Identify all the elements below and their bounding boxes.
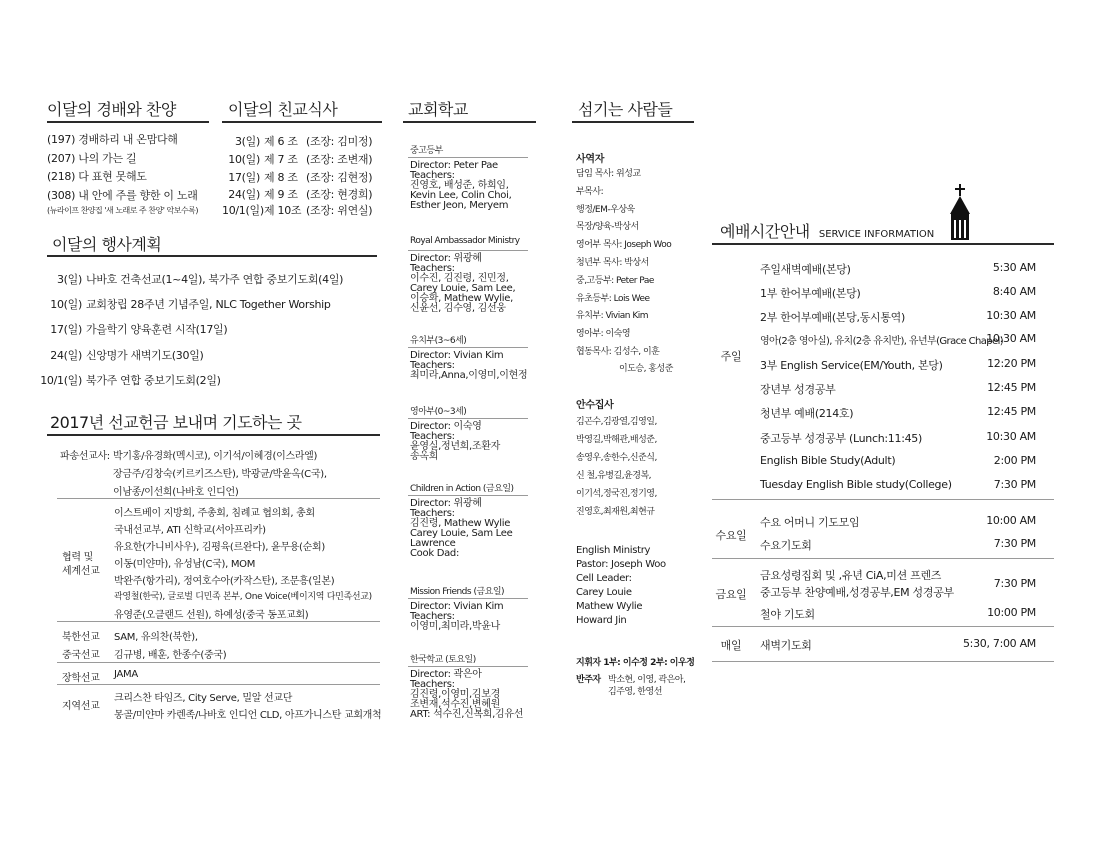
service-header [720, 219, 934, 242]
service-time: 10:00 AM [986, 514, 1036, 527]
english-line: Howard Jin [576, 615, 627, 626]
fellowship-leader: (조장: 김미정) [306, 135, 373, 148]
english-line: Cell Leader: [576, 573, 632, 584]
worship-title-rule [47, 121, 209, 123]
fellowship-group: 제 8 조 [264, 171, 298, 184]
school-section-line: Esther Jeon, Meryem [410, 200, 509, 211]
service-time: 5:30 AM [992, 261, 1036, 274]
worship-item: (308) 내 안에 주를 향한 이 노래 [47, 189, 198, 202]
fellowship-title-rule [222, 121, 382, 123]
school-section-line: Carey Louie, Sam Lee, [410, 283, 516, 294]
servants-accomp-line: 박소현, 이영, 곽은아, [608, 675, 686, 685]
divider [408, 418, 528, 419]
fellowship-group: 제 6 조 [264, 135, 298, 148]
divider [712, 661, 1054, 662]
fellowship-leader: (조장: 조변재) [306, 153, 373, 166]
servants-deacons-label: 안수집사 [576, 400, 614, 411]
missions-coop-line: 곽영철(한국), 글로벌 디민족 본부, One Voice(베이지역 다민족선교) [114, 592, 372, 602]
divider [57, 498, 380, 499]
worship-item: (197) 경배하리 내 온맘다해 [47, 133, 178, 146]
school-section-line: 김진령,이영미,김보경 [410, 689, 500, 700]
school-section-name: Mission Friends (금요일) [410, 587, 505, 597]
event-text: 가을학기 양육훈련 시작(17일) [86, 323, 228, 336]
school-section-line: Director: Vivian Kim [410, 350, 504, 361]
service-title-rule [712, 243, 1054, 245]
worship-item: (207) 나의 가는 길 [47, 152, 137, 165]
service-day: 매일 [720, 639, 742, 652]
fellowship-group: 제 10조 [264, 204, 302, 217]
missions-local-line: 몽골/미얀마 카렌족/나바호 인디언 CLD, 아프가니스탄 교회개척 [114, 710, 382, 721]
fellowship-leader: (조장: 김현정) [306, 171, 373, 184]
service-name: 수요기도회 [760, 539, 812, 552]
missions-nk-text: SAM, 유의찬(북한), [114, 632, 198, 643]
divider [408, 598, 528, 599]
english-line: Mathew Wylie [576, 601, 643, 612]
deacon-line: 진영호,최재원,최현규 [576, 507, 655, 517]
school-section-line: 송옥희 [410, 451, 439, 462]
servants-conductor: 지휘자 1부: 이수정 2부: 이우정 [576, 658, 695, 668]
pastor-line: 유치부: Vivian Kim [576, 311, 649, 321]
missions-cn-label: 중국선교 [62, 650, 100, 661]
pastor-line: 청년부 목사: 박상서 [576, 258, 649, 268]
pastor-line: 행정/EM-우상욱 [576, 205, 635, 215]
service-name: 장년부 성경공부 [760, 383, 836, 396]
service-time: 10:30 AM [986, 309, 1036, 322]
service-time: 5:30, 7:00 AM [962, 637, 1036, 650]
missions-coop-line: 유영준(오클랜드 선원), 하예성(중국 동포교회) [114, 610, 309, 621]
school-section-line: Director: Vivian Kim [410, 601, 504, 612]
service-name: 1부 한어부예배(본당) [760, 287, 861, 300]
worship-item: (218) 다 표현 못해도 [47, 170, 147, 183]
school-section-line: Director: 이숙영 [410, 421, 482, 432]
servants-pastors-label: 사역자 [576, 154, 605, 165]
fellowship-title: 이달의 친교식사 [228, 100, 338, 119]
missions-sent-line: 이남종/이선희(나바호 인디언) [113, 487, 239, 498]
missions-sch-label: 장학선교 [62, 673, 100, 684]
service-name: 3부 English Service(EM/Youth, 본당) [760, 359, 943, 372]
school-section-line: Cook Dad: [410, 548, 460, 559]
missions-title: 2017년 선교헌금 보내며 기도하는 곳 [50, 413, 302, 432]
service-name: 중고등부 찬양예배,성경공부,EM 성경공부 [760, 586, 954, 599]
events-title: 이달의 행사계획 [52, 235, 162, 254]
service-name: 새벽기도회 [760, 639, 812, 652]
missions-local-label: 지역선교 [62, 701, 100, 712]
worship-note: (뉴라이프 찬양집 '새 노래로 주 찬양' 악보수록) [47, 206, 199, 215]
school-section-line: ART: 석수진,신복희,김유선 [410, 709, 524, 720]
worship-title: 이달의 경배와 찬양 [47, 100, 176, 119]
pastor-line: 영아부: 이숙영 [576, 329, 631, 339]
service-day: 주일 [720, 350, 742, 363]
school-section-name: 한국학교 (토요일) [410, 655, 476, 665]
divider [408, 347, 528, 348]
servants-english-label: English Ministry [576, 545, 651, 556]
servants-accomp-label: 반주자 [576, 675, 601, 685]
service-time: 10:30 AM [986, 332, 1036, 345]
school-section-line: Carey Louie, Sam Lee [410, 528, 513, 539]
service-time: 12:20 PM [987, 357, 1036, 370]
school-section-line: Kevin Lee, Colin Choi, [410, 190, 512, 201]
servants-title: 섬기는 사람들 [578, 100, 673, 119]
service-time: 7:30 PM [993, 577, 1036, 590]
missions-sch-text: JAMA [114, 669, 138, 680]
missions-title-rule [47, 434, 380, 436]
school-section-line: Teachers: [410, 360, 455, 371]
missions-nk-label: 북한선교 [62, 632, 100, 643]
service-day: 수요일 [715, 529, 747, 542]
service-name: 2부 한어부예배(본당,동시통역) [760, 311, 905, 324]
school-section-line: 김진령, Mathew Wylie [410, 518, 511, 529]
service-time: 8:40 AM [992, 285, 1036, 298]
service-subtitle: SERVICE INFORMATION [818, 229, 935, 240]
school-section-line: Teachers: [410, 431, 455, 442]
events-title-rule [47, 255, 377, 257]
school-section-line: Teachers: [410, 679, 455, 690]
church-icon [942, 184, 978, 242]
missions-coop-label: 협력 및 [62, 552, 93, 563]
fellowship-leader: (조장: 현경희) [306, 188, 373, 201]
fellowship-group: 제 9 조 [264, 188, 298, 201]
missions-coop-line: 이동(미얀마), 유성남(C국), MOM [114, 559, 256, 570]
fellowship-date: 3(일) [234, 135, 260, 148]
divider [408, 666, 528, 667]
servants-accomp-line: 김주영, 한영선 [608, 687, 662, 697]
fellowship-date: 24(일) [228, 188, 260, 201]
fellowship-date: 17(일) [228, 171, 260, 184]
service-name: English Bible Study(Adult) [760, 454, 896, 467]
service-name: 수요 어머니 기도모임 [760, 516, 860, 529]
school-section-name: Royal Ambassador Ministry [410, 236, 520, 246]
fellowship-leader: (조장: 위연실) [306, 204, 373, 217]
school-section-line: 이영미,최미라,박윤나 [410, 621, 500, 632]
school-section-line: 신윤선, 김수영, 김선웅 [410, 303, 506, 314]
pastor-line: 부목사: [576, 187, 604, 197]
service-time: 10:30 AM [986, 430, 1036, 443]
service-time: 2:00 PM [993, 454, 1036, 467]
school-section-line: 윤영실,정년희,조환자 [410, 441, 500, 452]
school-section-line: Teachers: [410, 263, 455, 274]
service-time: 12:45 PM [987, 405, 1036, 418]
pastor-line: 이도승, 홍성준 [619, 364, 673, 374]
fellowship-date: 10(일) [228, 153, 260, 166]
pastor-line: 영어부 목사: Joseph Woo [576, 240, 672, 250]
service-name: 청년부 예배(214호) [760, 407, 854, 420]
service-time: 10:00 PM [987, 606, 1036, 619]
missions-sent-line: 박기홍/유경화(멕시코), 이기석/이혜경(이스라엘) [113, 451, 318, 462]
divider [408, 157, 528, 158]
missions-cn-text: 김규병, 배훈, 한종수(중국) [114, 650, 227, 661]
event-text: 교회창립 28주년 기념주일, NLC Together Worship [86, 298, 331, 311]
deacon-line: 신 철,유병길,윤경복, [576, 471, 651, 481]
pastor-line: 목장/양육-박상서 [576, 222, 639, 232]
school-section-line: Director: Peter Pae [410, 160, 498, 171]
school-title: 교회학교 [408, 100, 468, 119]
service-time: 7:30 PM [993, 537, 1036, 550]
divider [57, 684, 380, 685]
english-line: Carey Louie [576, 587, 632, 598]
divider [712, 499, 1054, 500]
missions-sent-label: 파송선교사: [60, 451, 110, 462]
school-section-line: 진영호, 배성준, 하희임, [410, 180, 509, 191]
school-section-name: 유치부(3~6세) [410, 336, 467, 346]
event-text: 신앙명가 새벽기도(30일) [86, 349, 204, 362]
event-date: 10/1(일) [40, 374, 82, 387]
school-section-line: 최미라,Anna,이영미,이현정 [410, 370, 528, 381]
divider [408, 495, 528, 496]
school-section-line: Teachers: [410, 611, 455, 622]
service-time: 12:45 PM [987, 381, 1036, 394]
missions-coop-line: 이스트베이 지방회, 주총회, 침례교 협의회, 총회 [114, 508, 315, 519]
english-line: Pastor: Joseph Woo [576, 559, 666, 570]
event-date: 17(일) [50, 323, 82, 336]
divider [712, 626, 1054, 627]
school-section-line: 이승화, Mathew Wylie, [410, 293, 513, 304]
pastor-line: 유초등부: Lois Wee [576, 294, 650, 304]
divider [57, 621, 380, 622]
school-section-line: 이수진, 김진령, 진민정, [410, 273, 509, 284]
school-section-line: 조변재,석수진,변혜원 [410, 699, 500, 710]
event-date: 3(일) [56, 273, 82, 286]
divider [408, 250, 528, 251]
missions-coop-line: 유요한(가니비사우), 김평육(르완다), 윤무용(순회) [114, 542, 325, 553]
school-section-line: Teachers: [410, 170, 455, 181]
deacon-line: 박영길,박해관,배성준, [576, 435, 657, 445]
missions-coop-label: 세계선교 [62, 566, 100, 577]
service-name: 중고등부 성경공부 (Lunch:11:45) [760, 432, 922, 445]
missions-coop-line: 국내선교부, ATI 신학교(서아프리카) [114, 525, 266, 536]
service-name: 금요성령집회 및 ,유년 CiA,미션 프렌즈 [760, 569, 942, 582]
service-day: 금요일 [715, 588, 747, 601]
school-section-name: 중고등부 [410, 146, 443, 156]
event-date: 10(일) [50, 298, 82, 311]
event-text: 북가주 연합 중보기도회(2일) [86, 374, 221, 387]
event-date: 24(일) [50, 349, 82, 362]
service-name: 철야 기도회 [760, 608, 815, 621]
service-name: Tuesday English Bible study(College) [760, 478, 952, 491]
school-section-name: 영아부(0~3세) [410, 407, 467, 417]
deacon-line: 이기석,정국진,정기영, [576, 489, 657, 499]
school-section-name: Children in Action (금요일) [410, 484, 514, 494]
school-section-line: Teachers: [410, 508, 455, 519]
service-time: 7:30 PM [993, 478, 1036, 491]
divider [57, 662, 380, 663]
service-title: 예배시간안내 [720, 222, 810, 241]
fellowship-group: 제 7 조 [264, 153, 298, 166]
school-section-line: Director: 위광혜 [410, 253, 482, 264]
service-name: 영아(2층 영아실), 유치(2층 유치반), 유년부(Grace Chapel) [760, 336, 1004, 347]
school-section-line: Lawrence [410, 538, 456, 549]
missions-coop-line: 박완주(항가리), 정여호수아(카작스탄), 조문흥(일본) [114, 576, 335, 587]
servants-title-rule [572, 121, 694, 123]
school-section-line: Director: 위광혜 [410, 498, 482, 509]
pastor-line: 중,고등부: Peter Pae [576, 276, 654, 286]
school-section-line: Director: 곽은아 [410, 669, 482, 680]
divider [712, 558, 1054, 559]
fellowship-date: 10/1(일) [222, 204, 264, 217]
event-text: 나바호 건축선교(1~4일), 북가주 연합 중보기도회(4일) [86, 273, 344, 286]
deacon-line: 김곤수,김광열,김영일, [576, 417, 657, 427]
missions-local-line: 크리스찬 타임즈, City Serve, 밀알 선교단 [114, 693, 293, 704]
school-title-rule [403, 121, 536, 123]
pastor-line: 담임 목사: 위성교 [576, 169, 641, 179]
deacon-line: 송영우,송한수,신준식, [576, 453, 657, 463]
service-name: 주일새벽예배(본당) [760, 263, 851, 276]
pastor-line: 협동목사: 김성수, 이훈 [576, 347, 660, 357]
missions-sent-line: 장금주/김창숙(키르키즈스탄), 박광균/박윤옥(C국), [113, 469, 327, 480]
